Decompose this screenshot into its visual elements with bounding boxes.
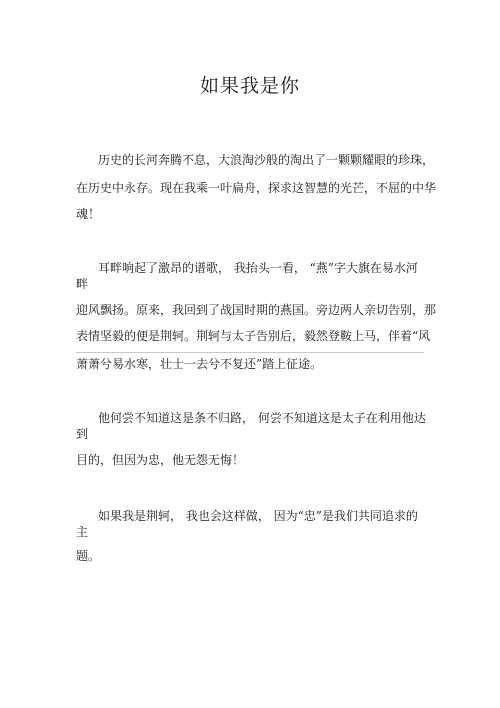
page-title: 如果我是你 — [199, 75, 300, 97]
paragraph-1-line-2: 在历史中永存。现在我乘一叶扁舟，探求这智慧的光芒，不屈的中华 — [76, 181, 437, 195]
paragraph-1-line-1: 历史的长河奔腾不息，大浪淘沙般的淘出了一颗颗耀眼的珍珠， — [98, 153, 435, 167]
paragraph-4-line-2: 主 — [76, 525, 89, 539]
paragraph-2-line-1: 耳畔响起了激昂的谱歌， 我抬头一看， “燕”字大旗在易水河 — [98, 261, 418, 275]
paragraph-1-line-3: 魂！ — [76, 207, 101, 221]
horizontal-rule — [76, 352, 424, 353]
paragraph-2-line-4: 表情坚毅的便是荆轲。荆轲与太子告别后，毅然登鞍上马，伴着“风 — [76, 329, 431, 343]
paragraph-4-line-1: 如果我是荆轲， 我也会这样做， 因为“忠”是我们共同追求的 — [98, 509, 418, 523]
paragraph-4-line-3: 题。 — [76, 549, 101, 563]
paragraph-3-line-3: 目的，但因为忠，他无怨无悔！ — [76, 453, 245, 467]
paragraph-2-line-5: 萧萧兮易水寒，壮士一去兮不复还”踏上征途。 — [76, 357, 323, 371]
paragraph-2-line-3: 迎风飘扬。原来，我回到了战国时期的燕国。旁边两人亲切告别，那 — [76, 303, 437, 317]
paragraph-3-line-2: 到 — [76, 427, 89, 441]
paragraph-2-line-2: 畔 — [76, 277, 89, 291]
paragraph-3-line-1: 他何尝不知道这是条不归路， 何尝不知道这是太子在利用他达 — [98, 411, 426, 425]
